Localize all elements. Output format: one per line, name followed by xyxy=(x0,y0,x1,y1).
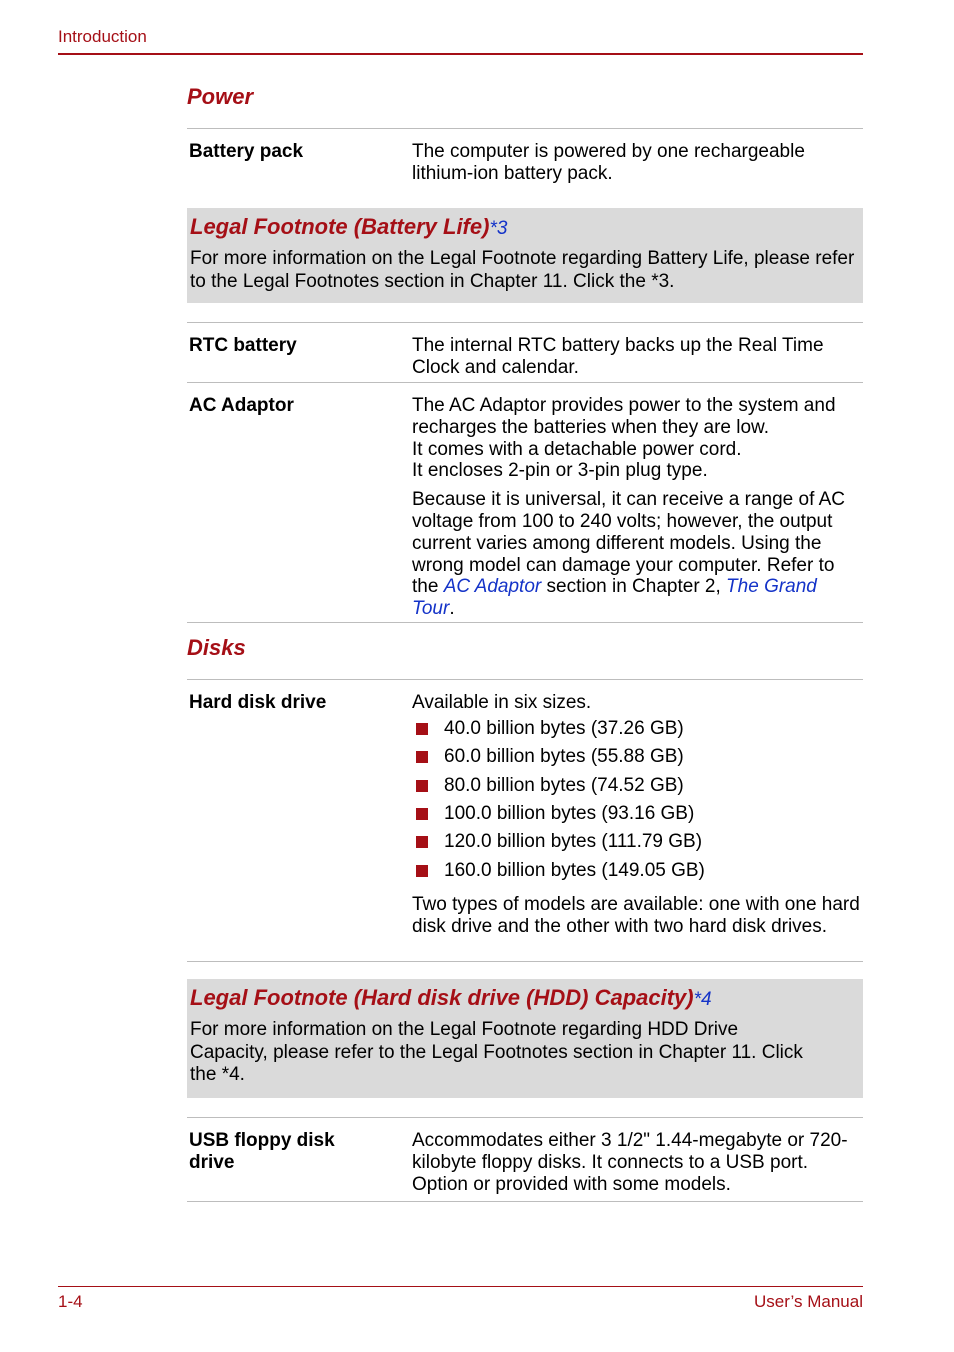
legal-footnote-body: For more information on the Legal Footnote regarding HDD Drive Capacity, please refer to the Legal Footnotes section in Chapter 11. Click the *4. xyxy=(190,1019,803,1085)
bullet-square-icon xyxy=(416,865,428,877)
bullet-square-icon xyxy=(416,836,428,848)
spec-term: Hard disk drive xyxy=(189,692,327,713)
spec-row-hard-disk-drive xyxy=(187,679,863,962)
list-item: 40.0 billion bytes (37.26 GB) xyxy=(412,718,862,746)
spec-desc: Accommodates either 3 1/2" 1.44-megabyte or 720-kilobyte floppy disks. It connects to a USB port. Option or provided with some models. xyxy=(412,1130,848,1195)
list-item: 80.0 billion bytes (74.52 GB) xyxy=(412,775,862,803)
spec-desc: The computer is powered by one rechargeable lithium-ion battery pack. xyxy=(412,141,805,184)
legal-footnote-title: Legal Footnote (Battery Life)*3 xyxy=(190,214,508,239)
spec-desc: The internal RTC battery backs up the Real Time Clock and calendar. xyxy=(412,335,824,378)
hdd-size-list xyxy=(412,718,862,888)
spec-term: RTC battery xyxy=(189,335,297,356)
manual-title: User’s Manual xyxy=(754,1292,863,1311)
section-title-power: Power xyxy=(187,84,254,109)
bullet-square-icon xyxy=(416,808,428,820)
running-header: Introduction xyxy=(58,27,147,46)
spec-row-battery-pack xyxy=(187,128,863,189)
bullet-square-icon xyxy=(416,780,428,792)
legal-footnote-hdd xyxy=(187,979,863,1098)
spec-desc: Available in six sizes. 40.0 billion bytes (37.26 GB) 60.0 billion bytes (55.88 GB) 80.0 billion bytes (74.52 GB) 100.0 billion bytes (93.16 GB) 120.0 billion bytes (111.79 GB) 160.0 billion bytes (149.05 GB) Two types of models are available: one with one hard disk drive and the other with two hard disk drives. xyxy=(412,692,862,945)
spec-desc: The AC Adaptor provides power to the system and recharges the batteries when they are low. It comes with a detachable power cord. It encloses 2-pin or 3-pin plug type. Because it is universal, it can receive a range of AC voltage from 100 to 240 volts; however, the output current varies among different models. Using the wrong model can damage your computer. Refer to the AC Adaptor section in Chapter 2, The Grand Tour. xyxy=(412,395,846,620)
spec-row-rtc-battery xyxy=(187,322,863,383)
grand-tour-link[interactable]: The Grand Tour xyxy=(412,576,817,620)
page-number: 1-4 xyxy=(58,1292,83,1311)
spec-row-ac-adaptor xyxy=(187,382,863,623)
list-item: 60.0 billion bytes (55.88 GB) xyxy=(412,746,862,774)
legal-footnote-title: Legal Footnote (Hard disk drive (HDD) Capacity)*4 xyxy=(190,985,712,1010)
bullet-square-icon xyxy=(416,751,428,763)
spec-term: USB floppy disk drive xyxy=(189,1130,335,1173)
footnote-ref-link[interactable]: *3 xyxy=(489,218,508,239)
footer-rule xyxy=(58,1286,863,1287)
ac-adaptor-link[interactable]: AC Adaptor xyxy=(443,576,542,598)
list-item: 160.0 billion bytes (149.05 GB) xyxy=(412,860,862,888)
legal-footnote-battery xyxy=(187,208,863,303)
footnote-ref-link[interactable]: *4 xyxy=(693,989,712,1010)
section-title-disks: Disks xyxy=(187,635,246,660)
spec-row-usb-floppy-disk-drive xyxy=(187,1117,863,1202)
legal-footnote-body: For more information on the Legal Footnote regarding Battery Life, please refer to the Legal Footnotes section in Chapter 11. Click the *3. xyxy=(190,248,855,292)
bullet-square-icon xyxy=(416,723,428,735)
header-rule xyxy=(58,53,863,55)
list-item: 100.0 billion bytes (93.16 GB) xyxy=(412,803,862,831)
spec-term: AC Adaptor xyxy=(189,395,294,416)
list-item: 120.0 billion bytes (111.79 GB) xyxy=(412,831,862,859)
spec-term: Battery pack xyxy=(189,141,304,162)
